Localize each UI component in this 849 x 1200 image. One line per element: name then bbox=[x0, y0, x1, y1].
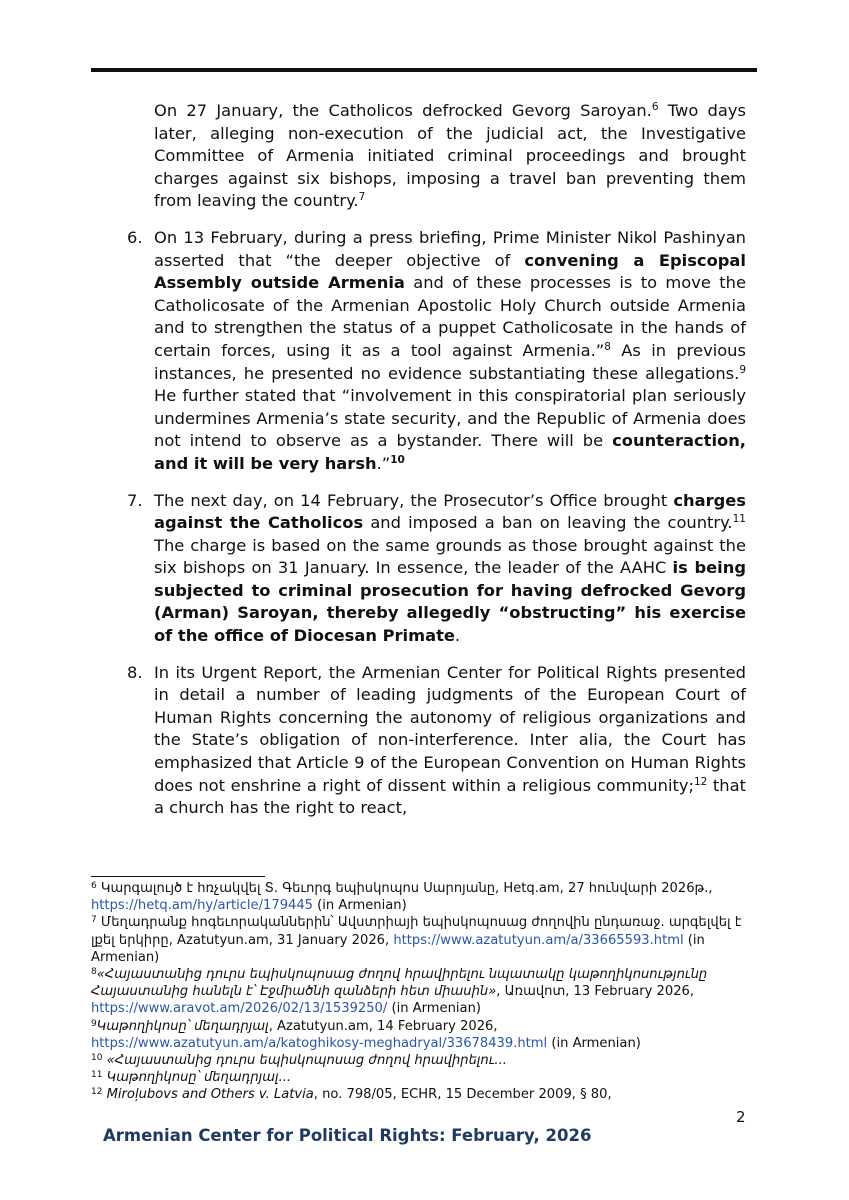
footnote-9: $^9$Կաթողիկոսը՝ մեղադրյալ, Azatutyun.am, 14 February 2026, https://www.azatutyun.am/a/katoghikosy-meghadryal/33678439.html (in Armenian) bbox=[91, 1018, 641, 1051]
list-number: 8. bbox=[127, 662, 143, 682]
footnote-11: $^{11}$ Կաթողիկոսը՝ մեղադրյալ... bbox=[91, 1070, 292, 1086]
page-number: 2 bbox=[736, 1108, 746, 1126]
footnote-6: $^6$ Կարգալույծ է հռչակվել Տ. Գեւորգ եպիսկոպոս Սարոյանը, Hetq.am, 27 հունվարի 2026թ., https://hetq.am/hy/article/179445 (in Armenian) bbox=[91, 881, 713, 914]
header-rule bbox=[91, 68, 757, 72]
footnote-ref-8[interactable]: 8 bbox=[604, 340, 611, 353]
footnote-10: $^{10}$ «Հայաստանից դուրս եպիսկոպոսաց ժողով հրավիրելու... bbox=[91, 1053, 507, 1069]
footnote-8: $^8$«Հայաստանից դուրս եպիսկոպոսաց ժողով հրավիրելու նպատակը կաթողիկոսությունը Հայաստանից հանելն է՝ Էջմիածնի զանձերի հետ միասին», Առավոտ, 13 February 2026, https://www.aravot.am/2026/02/13/1539250/ (in Armenian) bbox=[91, 967, 708, 1017]
footnote-12: $^{12}$ Miroļubovs and Others v. Latvia, no. 798/05, ECHR, 15 December 2009, § 80, bbox=[91, 1087, 612, 1103]
footnote-ref-7[interactable]: 7 bbox=[358, 191, 366, 204]
main-text bbox=[91, 100, 746, 820]
list-item-6: 6. On 13 February, during a press briefing, Prime Minister Nikol Pashinyan asserted that “the deeper objective of convening a Episcopal Assembly outside Armenia and of these processes is to move the Catholicosate of the Armenian Apostolic Holy Church outside Armenia and to strengthen the status of a puppet Catholicosate in the hands of certain forces, using it as a tool against Armenia.”$^8$ As in previous instances, he presented no evidence substantiating these allegations.$^9$ He further stated that “involvement in this conspiratorial plan seriously undermines Armenia’s state security, and the Republic of Armenia does not intend to observe as a bystander. There will be counteraction, and it will be very harsh.”$^{10}$ bbox=[127, 227, 746, 473]
footnote-8-link[interactable]: https://www.aravot.am/2026/02/13/1539250/ bbox=[91, 1001, 388, 1017]
footnote-ref-6[interactable]: 6 bbox=[651, 101, 659, 113]
footnote-ref-9[interactable]: 9 bbox=[739, 363, 746, 376]
list-number: 7. bbox=[127, 490, 143, 510]
footnote-ref-12[interactable]: 12 bbox=[693, 775, 708, 788]
list-item-7: 7. The next day, on 14 February, the Prosecutor’s Office brought charges against the Catholicos and imposed a ban on leaving the country.$^{11}$ The charge is based on the same grounds as those brought against the six bishops on 31 January. In essence, the leader of the AAHC is being subjected to criminal prosecution for having defrocked Gevorg (Arman) Saroyan, thereby allegedly “obstructing” his exercise of the office of Diocesan Primate. bbox=[127, 490, 746, 646]
footnote-6-link[interactable]: https://hetq.am/hy/article/179445 bbox=[91, 898, 314, 914]
list-number: 6. bbox=[127, 227, 143, 247]
footnote-ref-11[interactable]: 11 bbox=[732, 513, 746, 526]
page-footer: Armenian Center for Political Rights: February, 2026 bbox=[103, 1126, 592, 1145]
footnote-ref-10[interactable]: 10 bbox=[390, 453, 405, 466]
footnote-separator bbox=[91, 876, 265, 877]
footnote-7: $^7$ Մեղադրանք հոգեւորականներին՝ Ավստրիայի եպիսկոպոսաց ժողովին ընդառաջ. արգելվել է լքել երկիրը, Azatutyun.am, 31 January 2026, https://www.azatutyun.am/a/33665593.html (in Armenian) bbox=[91, 915, 742, 965]
footnote-7-link[interactable]: https://www.azatutyun.am/a/33665593.html bbox=[393, 932, 684, 948]
footnotes bbox=[91, 880, 751, 1104]
footnote-9-link[interactable]: https://www.azatutyun.am/a/katoghikosy-meghadryal/33678439.html bbox=[91, 1035, 548, 1051]
intro-paragraph: On 27 January, the Catholicos defrocked Gevorg Saroyan.$^6$ Two days later, alleging non-execution of the judicial act, the Investigative Committee of Armenia initiated criminal proceedings and brought charges against six bishops, imposing a travel ban preventing them from leaving the country.$^7$ bbox=[154, 101, 746, 211]
list-item-8: 8. In its Urgent Report, the Armenian Center for Political Rights presented in detail a number of leading judgments of the European Court of Human Rights concerning the autonomy of religious organizations and the State’s obligation of non-interference. Inter alia, the Court has emphasized that Article 9 of the European Convention on Human Rights does not enshrine a right of dissent within a religious community;$^{12}$ that a church has the right to react, bbox=[127, 662, 746, 818]
